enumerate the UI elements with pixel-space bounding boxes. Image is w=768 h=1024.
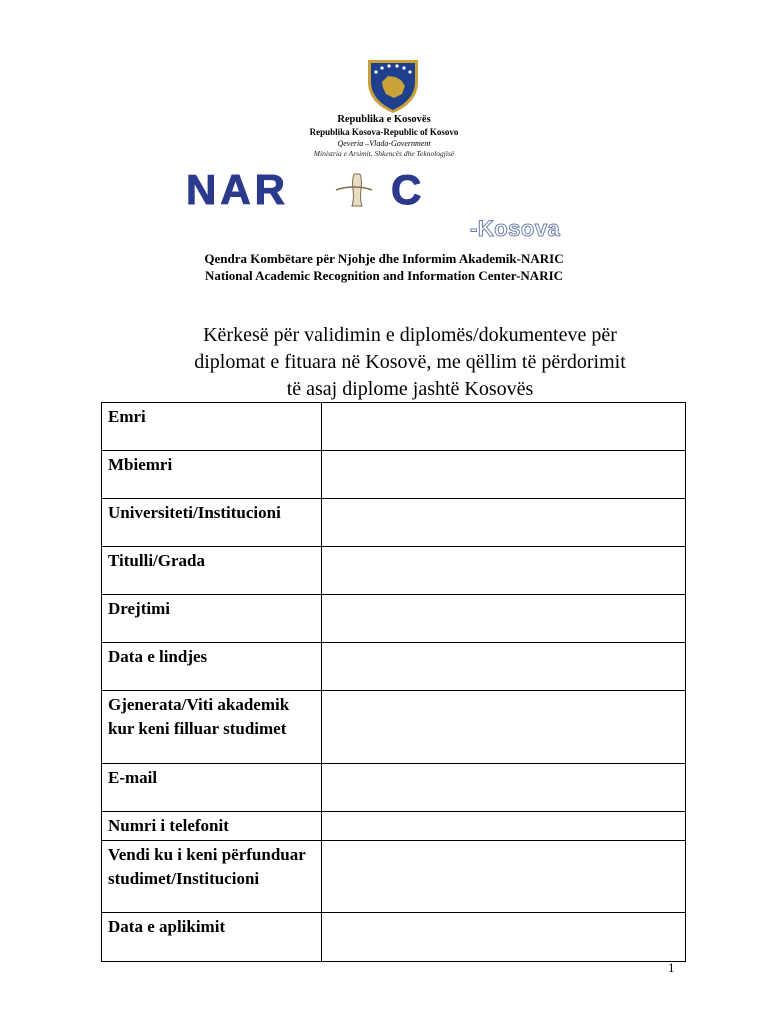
table-row <box>102 812 686 841</box>
table-row <box>102 403 686 451</box>
field-value-mbiemri[interactable] <box>322 451 686 499</box>
document-title <box>130 322 690 403</box>
field-value-titulli[interactable] <box>322 547 686 595</box>
field-value-gjenerata[interactable] <box>322 691 686 764</box>
field-label-vendi: Vendi ku i keni përfunduar studimet/Institucioni <box>102 841 322 913</box>
table-row <box>102 451 686 499</box>
application-form-table <box>101 402 686 962</box>
field-value-data-lindjes[interactable] <box>322 643 686 691</box>
field-label-emri: Emri <box>102 403 322 451</box>
field-value-data-aplikimit[interactable] <box>322 913 686 962</box>
republic-name-albanian: Republika e Kosovës <box>337 114 431 125</box>
page-number: 1 <box>668 960 675 975</box>
svg-text:NAR: NAR <box>186 168 289 213</box>
field-value-emri[interactable] <box>322 403 686 451</box>
field-label-drejtimi: Drejtimi <box>102 595 322 643</box>
field-label-titulli: Titulli/Grada <box>102 547 322 595</box>
title-line-2: diplomat e fituara në Kosovë, me qëllim të përdorimit <box>194 351 626 373</box>
field-label-gjenerata: Gjenerata/Viti akademik kur keni filluar studimet <box>102 691 322 764</box>
scroll-figure-icon <box>336 174 372 206</box>
kosova-logo-suffix: -Kosova <box>470 216 561 241</box>
center-name-english: National Academic Recognition and Information Center-NARIC <box>204 268 564 283</box>
svg-text:C: C <box>391 168 422 213</box>
table-row <box>102 595 686 643</box>
title-line-1: Kërkesë për validimin e diplomës/dokumenteve për <box>203 324 617 346</box>
naric-logo <box>186 168 456 216</box>
field-label-data-aplikimit: Data e aplikimit <box>102 913 322 962</box>
table-row <box>102 841 686 913</box>
field-label-telefoni: Numri i telefonit <box>102 812 322 841</box>
table-row <box>102 499 686 547</box>
government-label: Qeveria –Vlada-Government <box>337 139 431 148</box>
kosovo-emblem-icon <box>364 52 422 114</box>
field-label-mbiemri: Mbiemri <box>102 451 322 499</box>
table-row <box>102 691 686 764</box>
ministry-label: Ministria e Arsimit, Shkencës dhe Teknologjisë <box>313 149 455 158</box>
field-label-data-lindjes: Data e lindjes <box>102 643 322 691</box>
title-line-3: të asaj diplome jashtë Kosovës <box>286 378 534 400</box>
table-row <box>102 643 686 691</box>
center-name-albanian: Qendra Kombëtare për Njohje dhe Informim Akademik-NARIC <box>204 251 564 266</box>
field-value-email[interactable] <box>322 764 686 812</box>
table-row <box>102 547 686 595</box>
field-value-vendi[interactable] <box>322 841 686 913</box>
field-value-telefoni[interactable] <box>322 812 686 841</box>
field-label-email: E-mail <box>102 764 322 812</box>
field-label-universiteti: Universiteti/Institucioni <box>102 499 322 547</box>
table-row <box>102 764 686 812</box>
republic-name-multilingual: Republika Kosova-Republic of Kosovo <box>309 127 459 137</box>
field-value-drejtimi[interactable] <box>322 595 686 643</box>
table-row <box>102 913 686 962</box>
field-value-universiteti[interactable] <box>322 499 686 547</box>
